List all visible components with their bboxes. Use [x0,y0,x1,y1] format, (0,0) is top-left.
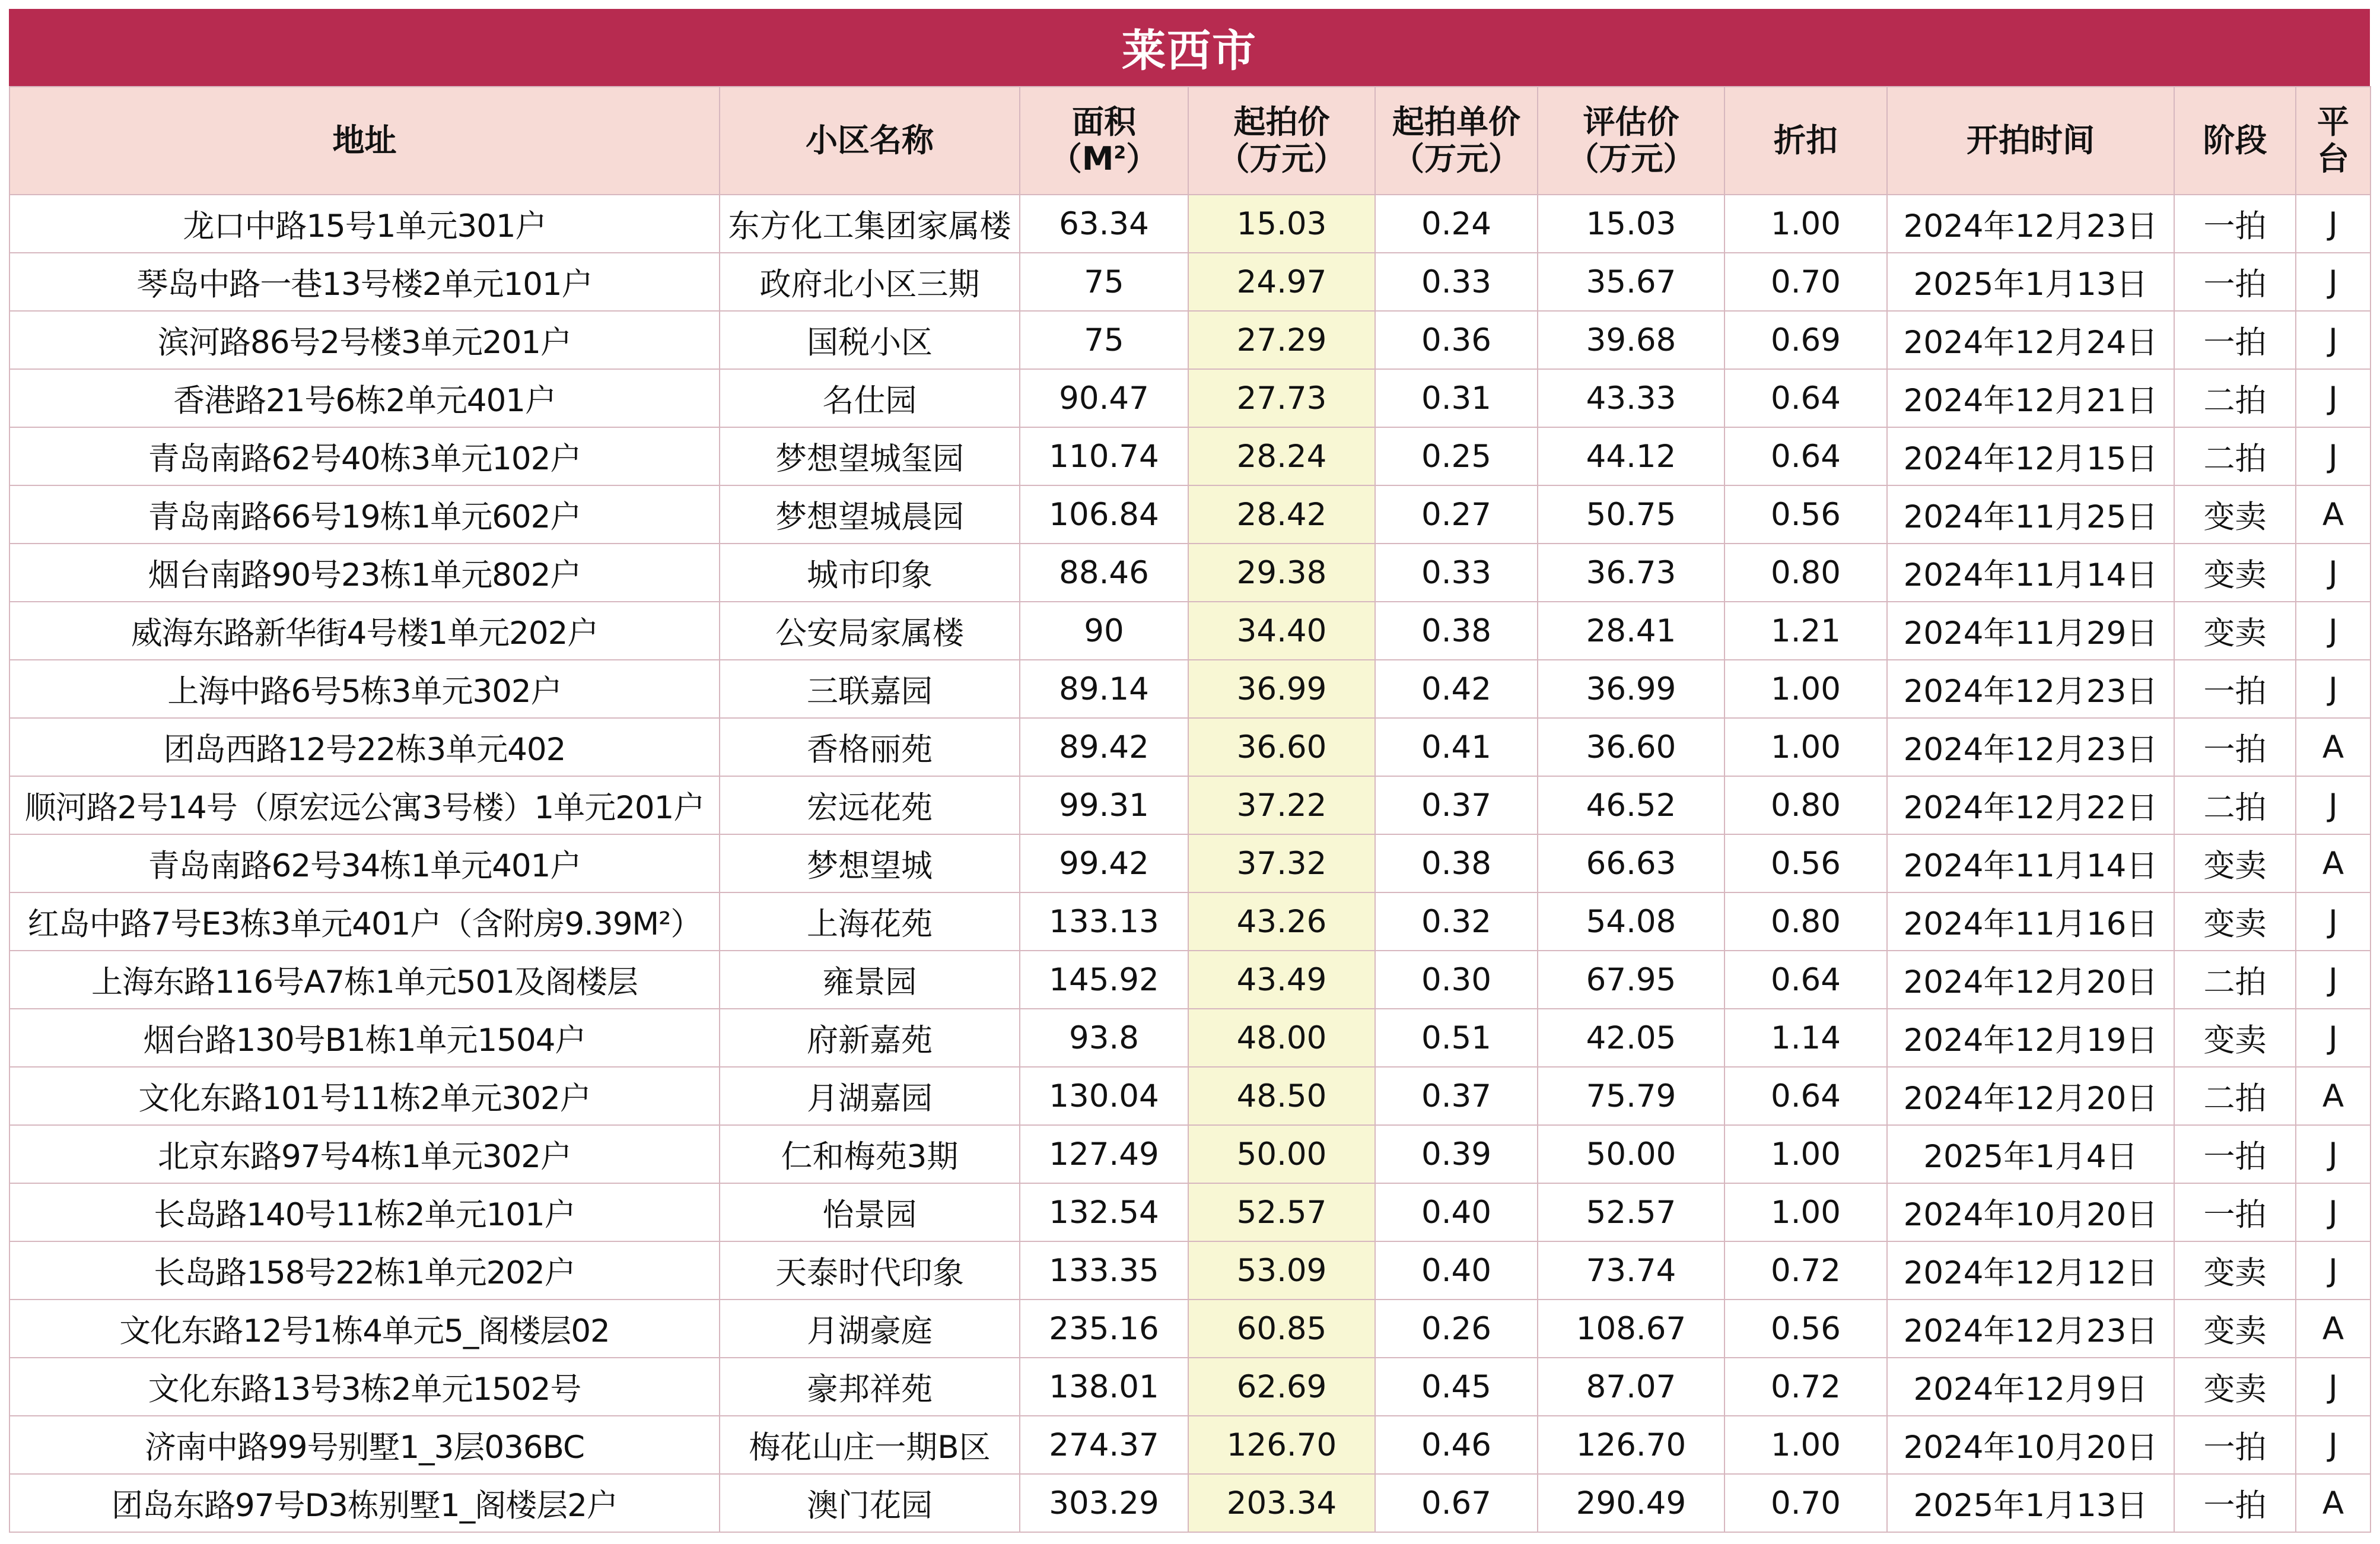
header-platform-line1: 平 [2317,103,2349,141]
table-row [9,485,2371,544]
cell-unit-price: 0.25 [1375,427,1538,485]
header-discount: 折扣 [1724,87,1887,195]
cell-area: 75 [1020,253,1188,311]
cell-discount: 0.56 [1724,1300,1887,1358]
cell-unit-price: 0.32 [1375,892,1538,951]
cell-address: 团岛东路97号D3栋别墅1_阁楼层2户 [9,1474,720,1532]
cell-discount: 1.00 [1724,1183,1887,1241]
cell-discount: 0.72 [1724,1241,1887,1300]
cell-eval-price: 39.68 [1538,311,1724,369]
cell-auction-time: 2024年12月9日 [1887,1358,2174,1416]
cell-platform: J [2296,195,2371,253]
cell-stage: 变卖 [2174,544,2296,602]
cell-area: 110.74 [1020,427,1188,485]
header-start-line1: 起拍价 [1233,103,1330,141]
cell-community: 豪邦祥苑 [720,1358,1020,1416]
cell-stage: 二拍 [2174,1067,2296,1125]
cell-address: 红岛中路7号E3栋3单元401户（含附房9.39M²） [9,892,720,951]
cell-eval-price: 290.49 [1538,1474,1724,1532]
cell-eval-price: 87.07 [1538,1358,1724,1416]
cell-unit-price: 0.36 [1375,311,1538,369]
header-area-unit-open: （M [1049,140,1114,177]
cell-address: 长岛路158号22栋1单元202户 [9,1241,720,1300]
cell-discount: 0.64 [1724,1067,1887,1125]
cell-eval-price: 36.99 [1538,660,1724,718]
cell-auction-time: 2024年12月20日 [1887,951,2174,1009]
cell-unit-price: 0.33 [1375,544,1538,602]
cell-area: 99.42 [1020,834,1188,892]
cell-start-price: 28.24 [1188,427,1375,485]
cell-community: 香格丽苑 [720,718,1020,776]
cell-start-price: 53.09 [1188,1241,1375,1300]
header-row [9,87,2371,195]
header-eval-line1: 评估价 [1583,103,1679,141]
cell-auction-time: 2024年11月14日 [1887,834,2174,892]
cell-unit-price: 0.67 [1375,1474,1538,1532]
cell-eval-price: 50.75 [1538,485,1724,544]
cell-stage: 一拍 [2174,660,2296,718]
cell-stage: 变卖 [2174,1358,2296,1416]
sheet-title: 莱西市 [9,9,2370,86]
cell-community: 雍景园 [720,951,1020,1009]
cell-platform: J [2296,892,2371,951]
cell-stage: 二拍 [2174,776,2296,834]
cell-start-price: 28.42 [1188,485,1375,544]
cell-auction-time: 2025年1月13日 [1887,1474,2174,1532]
cell-community: 仁和梅苑3期 [720,1125,1020,1183]
table-row [9,369,2371,427]
cell-start-price: 50.00 [1188,1125,1375,1183]
cell-stage: 二拍 [2174,369,2296,427]
header-stage: 阶段 [2174,87,2296,195]
cell-platform: J [2296,1183,2371,1241]
cell-community: 梦想望城 [720,834,1020,892]
cell-discount: 0.64 [1724,427,1887,485]
cell-area: 106.84 [1020,485,1188,544]
cell-unit-price: 0.51 [1375,1009,1538,1067]
cell-discount: 0.72 [1724,1358,1887,1416]
cell-start-price: 29.38 [1188,544,1375,602]
cell-platform: J [2296,1358,2371,1416]
cell-community: 梦想望城晨园 [720,485,1020,544]
header-community: 小区名称 [720,87,1020,195]
cell-eval-price: 50.00 [1538,1125,1724,1183]
cell-platform: A [2296,1300,2371,1358]
table-row [9,718,2371,776]
cell-start-price: 37.22 [1188,776,1375,834]
cell-eval-price: 36.60 [1538,718,1724,776]
cell-eval-price: 44.12 [1538,427,1724,485]
cell-start-price: 48.00 [1188,1009,1375,1067]
cell-platform: A [2296,718,2371,776]
cell-start-price: 52.57 [1188,1183,1375,1241]
cell-unit-price: 0.37 [1375,1067,1538,1125]
cell-unit-price: 0.27 [1375,485,1538,544]
cell-auction-time: 2024年12月23日 [1887,195,2174,253]
cell-discount: 1.00 [1724,660,1887,718]
cell-unit-price: 0.42 [1375,660,1538,718]
cell-start-price: 43.26 [1188,892,1375,951]
cell-start-price: 27.73 [1188,369,1375,427]
cell-auction-time: 2025年1月13日 [1887,253,2174,311]
cell-area: 99.31 [1020,776,1188,834]
cell-platform: J [2296,1241,2371,1300]
cell-auction-time: 2024年12月24日 [1887,311,2174,369]
cell-platform: A [2296,1067,2371,1125]
property-table [9,86,2371,1533]
cell-stage: 一拍 [2174,1474,2296,1532]
header-eval-price [1538,87,1724,195]
header-unit-price [1375,87,1538,195]
table-row [9,1125,2371,1183]
cell-start-price: 36.99 [1188,660,1375,718]
table-row [9,1183,2371,1241]
cell-address: 团岛西路12号22栋3单元402 [9,718,720,776]
cell-stage: 变卖 [2174,602,2296,660]
cell-area: 133.13 [1020,892,1188,951]
cell-platform: J [2296,369,2371,427]
cell-discount: 0.80 [1724,544,1887,602]
cell-address: 威海东路新华街4号楼1单元202户 [9,602,720,660]
cell-discount: 1.00 [1724,1125,1887,1183]
cell-eval-price: 67.95 [1538,951,1724,1009]
cell-discount: 1.14 [1724,1009,1887,1067]
cell-stage: 变卖 [2174,1300,2296,1358]
table-row [9,195,2371,253]
cell-area: 235.16 [1020,1300,1188,1358]
cell-eval-price: 108.67 [1538,1300,1724,1358]
cell-auction-time: 2024年10月20日 [1887,1416,2174,1474]
cell-stage: 一拍 [2174,1183,2296,1241]
cell-address: 济南中路99号别墅1_3层036BC [9,1416,720,1474]
cell-auction-time: 2024年10月20日 [1887,1183,2174,1241]
cell-auction-time: 2024年12月20日 [1887,1067,2174,1125]
cell-area: 133.35 [1020,1241,1188,1300]
cell-auction-time: 2024年11月25日 [1887,485,2174,544]
table-row [9,544,2371,602]
header-platform [2296,87,2371,195]
cell-address: 龙口中路15号1单元301户 [9,195,720,253]
cell-discount: 0.69 [1724,311,1887,369]
cell-community: 梦想望城玺园 [720,427,1020,485]
cell-area: 127.49 [1020,1125,1188,1183]
cell-community: 名仕园 [720,369,1020,427]
cell-eval-price: 126.70 [1538,1416,1724,1474]
cell-stage: 变卖 [2174,1009,2296,1067]
table-row [9,1067,2371,1125]
cell-discount: 0.64 [1724,369,1887,427]
cell-eval-price: 35.67 [1538,253,1724,311]
cell-community: 东方化工集团家属楼 [720,195,1020,253]
cell-area: 63.34 [1020,195,1188,253]
cell-community: 府新嘉苑 [720,1009,1020,1067]
cell-area: 303.29 [1020,1474,1188,1532]
cell-unit-price: 0.39 [1375,1125,1538,1183]
cell-platform: J [2296,311,2371,369]
cell-stage: 一拍 [2174,1416,2296,1474]
cell-start-price: 126.70 [1188,1416,1375,1474]
cell-address: 琴岛中路一巷13号楼2单元101户 [9,253,720,311]
table-row [9,602,2371,660]
cell-discount: 1.00 [1724,718,1887,776]
cell-area: 90.47 [1020,369,1188,427]
header-area-line1: 面积 [1072,103,1136,141]
cell-address: 顺河路2号14号（原宏远公寓3号楼）1单元201户 [9,776,720,834]
cell-auction-time: 2024年11月16日 [1887,892,2174,951]
cell-platform: J [2296,660,2371,718]
cell-discount: 0.56 [1724,834,1887,892]
table-row [9,1009,2371,1067]
cell-unit-price: 0.41 [1375,718,1538,776]
cell-unit-price: 0.24 [1375,195,1538,253]
table-body [9,195,2371,1532]
cell-community: 宏远花苑 [720,776,1020,834]
table-row [9,1358,2371,1416]
cell-auction-time: 2024年12月23日 [1887,1300,2174,1358]
cell-community: 月湖豪庭 [720,1300,1020,1358]
cell-auction-time: 2024年12月15日 [1887,427,2174,485]
table-row [9,776,2371,834]
cell-area: 88.46 [1020,544,1188,602]
header-address: 地址 [9,87,720,195]
cell-eval-price: 52.57 [1538,1183,1724,1241]
cell-eval-price: 36.73 [1538,544,1724,602]
cell-community: 三联嘉园 [720,660,1020,718]
cell-discount: 0.56 [1724,485,1887,544]
cell-auction-time: 2024年12月19日 [1887,1009,2174,1067]
cell-start-price: 15.03 [1188,195,1375,253]
cell-platform: J [2296,427,2371,485]
cell-eval-price: 43.33 [1538,369,1724,427]
cell-area: 75 [1020,311,1188,369]
cell-area: 132.54 [1020,1183,1188,1241]
cell-stage: 二拍 [2174,427,2296,485]
header-start-line2: （万元） [1217,140,1346,177]
cell-address: 长岛路140号11栋2单元101户 [9,1183,720,1241]
table-row [9,834,2371,892]
cell-community: 天泰时代印象 [720,1241,1020,1300]
cell-address: 青岛南路66号19栋1单元602户 [9,485,720,544]
cell-community: 政府北小区三期 [720,253,1020,311]
cell-unit-price: 0.37 [1375,776,1538,834]
cell-address: 上海中路6号5栋3单元302户 [9,660,720,718]
cell-community: 公安局家属楼 [720,602,1020,660]
cell-address: 烟台路130号B1栋1单元1504户 [9,1009,720,1067]
cell-address: 文化东路12号1栋4单元5_阁楼层02 [9,1300,720,1358]
cell-platform: J [2296,951,2371,1009]
cell-eval-price: 46.52 [1538,776,1724,834]
cell-platform: J [2296,776,2371,834]
cell-community: 国税小区 [720,311,1020,369]
cell-stage: 一拍 [2174,311,2296,369]
cell-discount: 0.80 [1724,776,1887,834]
cell-unit-price: 0.30 [1375,951,1538,1009]
cell-start-price: 43.49 [1188,951,1375,1009]
cell-community: 城市印象 [720,544,1020,602]
cell-area: 93.8 [1020,1009,1188,1067]
cell-auction-time: 2024年11月14日 [1887,544,2174,602]
cell-stage: 变卖 [2174,834,2296,892]
cell-platform: J [2296,253,2371,311]
cell-unit-price: 0.33 [1375,253,1538,311]
cell-area: 145.92 [1020,951,1188,1009]
cell-auction-time: 2024年11月29日 [1887,602,2174,660]
cell-eval-price: 15.03 [1538,195,1724,253]
cell-area: 89.14 [1020,660,1188,718]
cell-community: 月湖嘉园 [720,1067,1020,1125]
cell-auction-time: 2024年12月12日 [1887,1241,2174,1300]
table-row [9,1300,2371,1358]
cell-platform: A [2296,485,2371,544]
cell-address: 北京东路97号4栋1单元302户 [9,1125,720,1183]
cell-platform: J [2296,1125,2371,1183]
cell-community: 怡景园 [720,1183,1020,1241]
cell-address: 青岛南路62号40栋3单元102户 [9,427,720,485]
table-row [9,892,2371,951]
cell-community: 澳门花园 [720,1474,1020,1532]
cell-platform: J [2296,1416,2371,1474]
cell-discount: 1.00 [1724,195,1887,253]
cell-eval-price: 73.74 [1538,1241,1724,1300]
cell-unit-price: 0.38 [1375,602,1538,660]
cell-address: 青岛南路62号34栋1单元401户 [9,834,720,892]
cell-platform: J [2296,1009,2371,1067]
table-row [9,311,2371,369]
cell-address: 滨河路86号2号楼3单元201户 [9,311,720,369]
cell-auction-time: 2024年12月23日 [1887,718,2174,776]
cell-area: 274.37 [1020,1416,1188,1474]
cell-platform: J [2296,544,2371,602]
cell-address: 上海东路116号A7栋1单元501及阁楼层 [9,951,720,1009]
cell-platform: J [2296,602,2371,660]
cell-area: 130.04 [1020,1067,1188,1125]
header-area [1020,87,1188,195]
cell-start-price: 48.50 [1188,1067,1375,1125]
cell-unit-price: 0.46 [1375,1416,1538,1474]
cell-unit-price: 0.45 [1375,1358,1538,1416]
cell-auction-time: 2024年12月22日 [1887,776,2174,834]
cell-discount: 0.70 [1724,1474,1887,1532]
cell-start-price: 37.32 [1188,834,1375,892]
table-row [9,660,2371,718]
cell-start-price: 203.34 [1188,1474,1375,1532]
cell-area: 90 [1020,602,1188,660]
cell-auction-time: 2024年12月21日 [1887,369,2174,427]
cell-community: 梅花山庄一期B区 [720,1416,1020,1474]
table-row [9,427,2371,485]
header-area-unit-close: ） [1126,140,1159,177]
cell-discount: 1.00 [1724,1416,1887,1474]
cell-unit-price: 0.40 [1375,1183,1538,1241]
header-start-price [1188,87,1375,195]
cell-stage: 一拍 [2174,718,2296,776]
cell-stage: 一拍 [2174,195,2296,253]
cell-auction-time: 2024年12月23日 [1887,660,2174,718]
cell-discount: 1.21 [1724,602,1887,660]
header-time: 开拍时间 [1887,87,2174,195]
header-unit-line1: 起拍单价 [1392,103,1520,141]
cell-eval-price: 75.79 [1538,1067,1724,1125]
cell-discount: 0.70 [1724,253,1887,311]
cell-eval-price: 28.41 [1538,602,1724,660]
table-row [9,951,2371,1009]
cell-unit-price: 0.31 [1375,369,1538,427]
cell-start-price: 34.40 [1188,602,1375,660]
cell-eval-price: 66.63 [1538,834,1724,892]
cell-stage: 变卖 [2174,485,2296,544]
cell-eval-price: 42.05 [1538,1009,1724,1067]
cell-community: 上海花苑 [720,892,1020,951]
cell-area: 89.42 [1020,718,1188,776]
cell-platform: A [2296,834,2371,892]
cell-start-price: 60.85 [1188,1300,1375,1358]
auction-sheet [9,9,2370,1533]
cell-area: 138.01 [1020,1358,1188,1416]
cell-stage: 变卖 [2174,892,2296,951]
cell-stage: 一拍 [2174,253,2296,311]
cell-stage: 变卖 [2174,1241,2296,1300]
cell-start-price: 27.29 [1188,311,1375,369]
header-eval-line2: （万元） [1567,140,1695,177]
cell-start-price: 24.97 [1188,253,1375,311]
cell-start-price: 62.69 [1188,1358,1375,1416]
header-unit-line2: （万元） [1392,140,1520,177]
cell-stage: 一拍 [2174,1125,2296,1183]
table-row [9,253,2371,311]
header-area-unit-sup: 2 [1113,142,1127,163]
cell-start-price: 36.60 [1188,718,1375,776]
cell-discount: 0.80 [1724,892,1887,951]
cell-unit-price: 0.40 [1375,1241,1538,1300]
cell-address: 文化东路13号3栋2单元1502号 [9,1358,720,1416]
cell-platform: A [2296,1474,2371,1532]
cell-address: 文化东路101号11栋2单元302户 [9,1067,720,1125]
cell-auction-time: 2025年1月4日 [1887,1125,2174,1183]
cell-unit-price: 0.38 [1375,834,1538,892]
cell-address: 香港路21号6栋2单元401户 [9,369,720,427]
cell-stage: 二拍 [2174,951,2296,1009]
table-row [9,1416,2371,1474]
cell-discount: 0.64 [1724,951,1887,1009]
header-platform-line2: 台 [2317,140,2349,177]
table-row [9,1474,2371,1532]
table-row [9,1241,2371,1300]
cell-eval-price: 54.08 [1538,892,1724,951]
cell-unit-price: 0.26 [1375,1300,1538,1358]
cell-address: 烟台南路90号23栋1单元802户 [9,544,720,602]
